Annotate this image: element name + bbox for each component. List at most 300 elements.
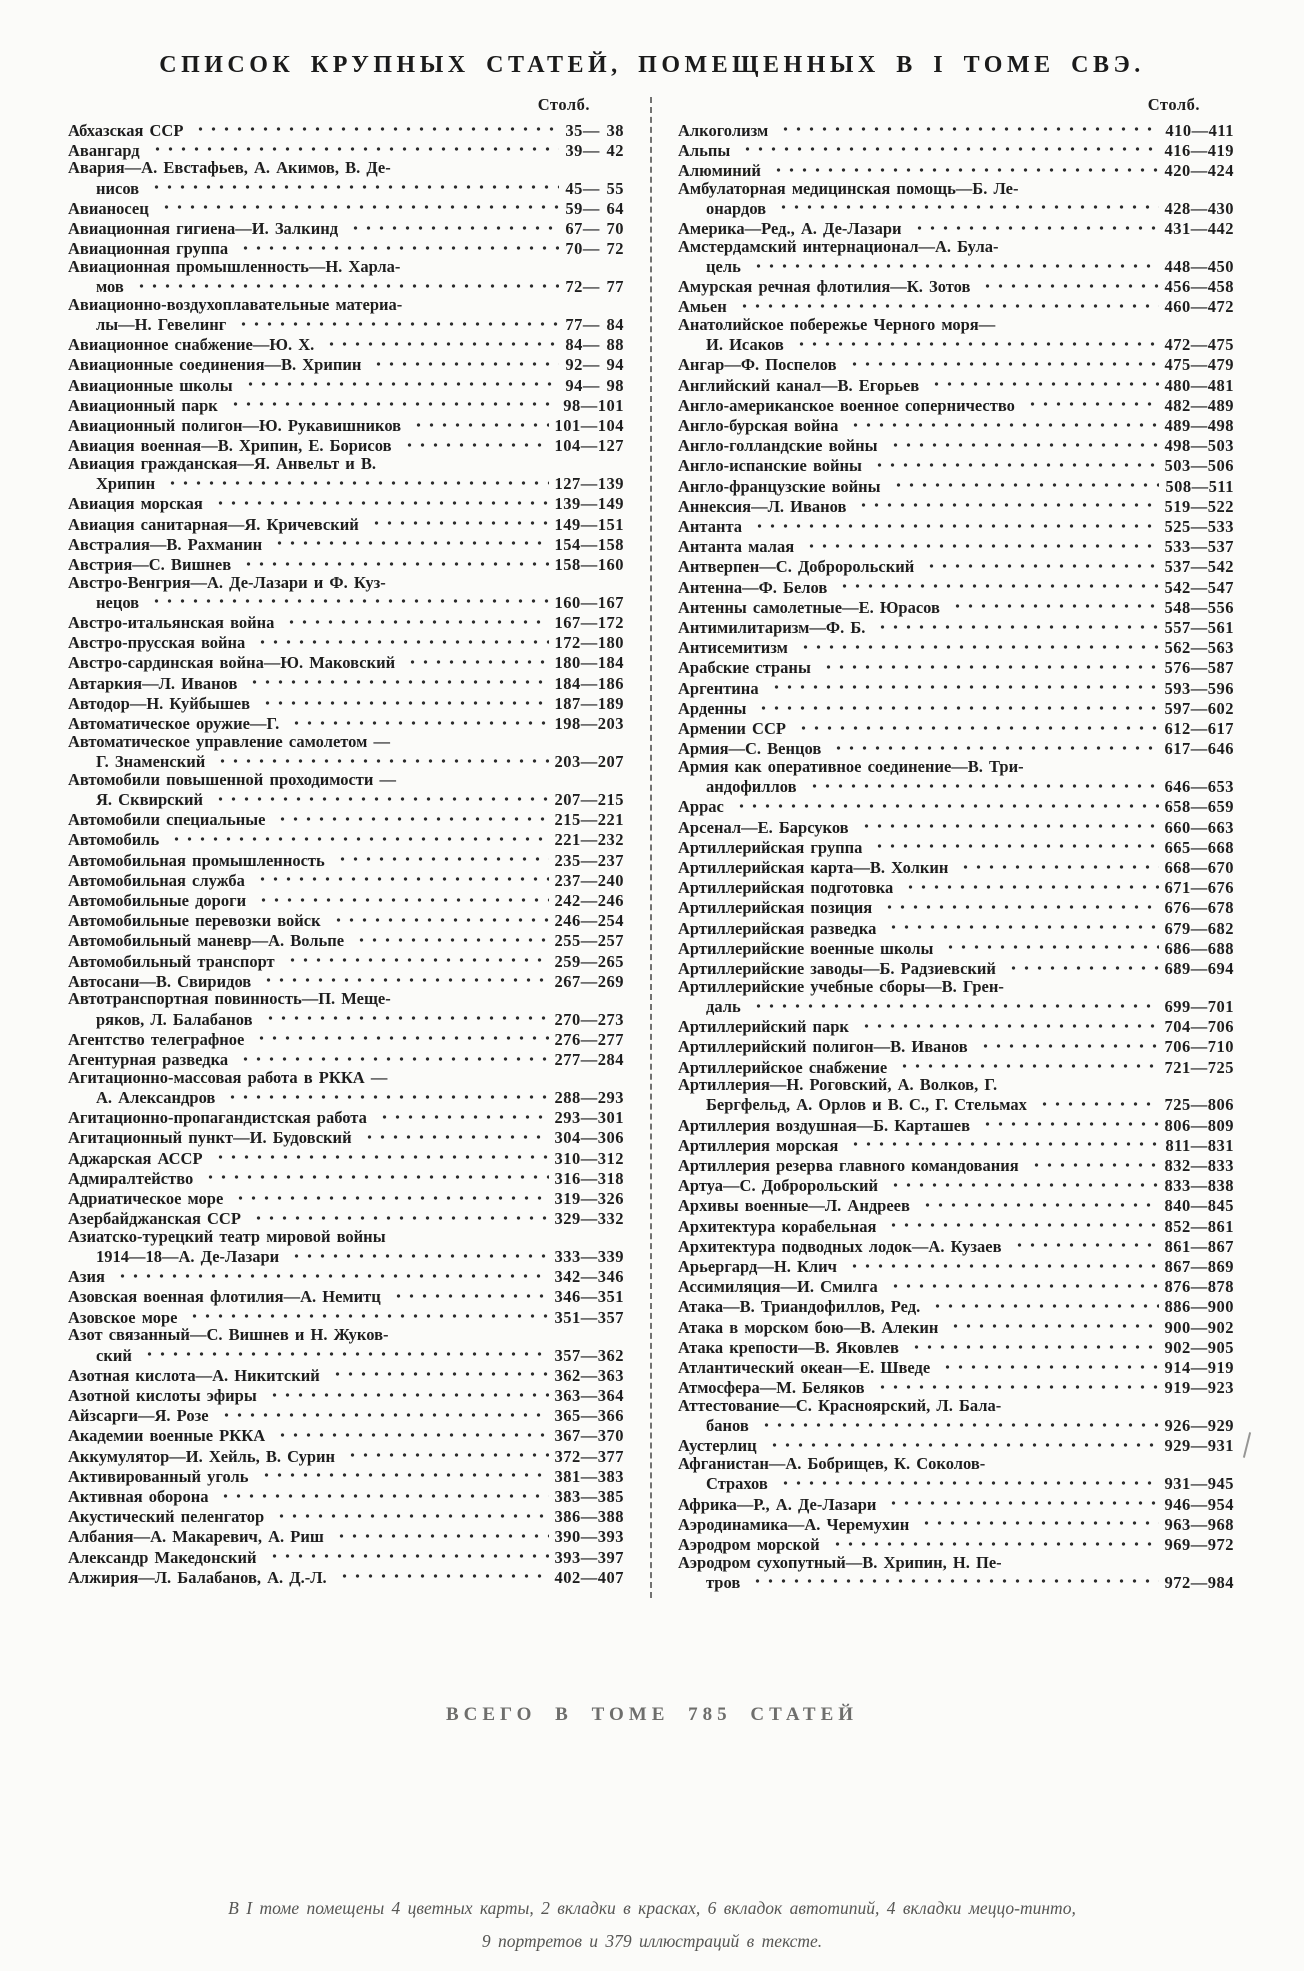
entry-columns: 612—617 [1164,719,1234,739]
entry-title: Атмосфера—М. Беляков [678,1378,865,1398]
dot-leader [246,672,548,689]
entry-columns: 475—479 [1164,355,1234,375]
index-entry-line [678,1296,1234,1316]
index-entry-line [68,394,624,414]
entry-title: Аджарская АССР [68,1148,203,1168]
entry-title: Азотной кислоты эфиры [68,1386,257,1405]
entry-columns: 94— 98 [565,375,624,395]
entry-title: Атака в морском бою—В. Алекин [678,1317,939,1337]
entry-columns: 498—503 [1164,436,1234,456]
entry-title: Артиллерийские заводы—Б. Радзиевский [678,959,996,979]
entry-columns: 98—101 [563,395,624,415]
index-column-right [678,95,1234,1592]
entry-title: Альпы [678,140,731,160]
dot-leader [237,238,559,255]
index-entry-line [678,677,1234,697]
entry-title: Авиация гражданская—Я. Анвельт и В. [68,453,377,473]
dot-leader [273,1506,548,1523]
dot-leader [979,1114,1159,1131]
entry-columns: 460—472 [1164,297,1234,317]
entry-title: Агентурная разведка [68,1050,229,1070]
entry-columns: 597—602 [1164,698,1234,718]
index-entry-line [68,1028,624,1048]
entry-title: Автомобиль [68,830,160,850]
index-entry-line [678,1195,1234,1215]
entry-columns: 381—383 [554,1466,624,1486]
dot-leader [977,1036,1159,1053]
dot-leader [284,950,549,967]
dot-leader [847,415,1158,432]
entry-columns: 617—646 [1164,739,1234,759]
index-entry-line [68,334,624,354]
index-entries-left [68,119,624,1587]
entry-title: ряков, Л. Балабанов [96,1009,253,1029]
index-entry-line [678,1513,1234,1533]
index-entry-line [68,533,624,553]
entry-title: Автомобили специальные [68,810,266,830]
column-header-right: Столб. [1147,95,1200,114]
index-entry-line [678,119,1234,139]
dot-leader [939,1357,1158,1374]
index-entry-line [678,1215,1234,1235]
entry-columns: 316—318 [554,1168,624,1188]
index-entry-line [678,617,1234,637]
entry-columns: 84— 88 [565,335,624,355]
index-entry-line [678,1036,1234,1056]
dot-leader [353,930,548,947]
entry-columns: 35— 38 [565,120,624,140]
entry-title: Артиллерийская разведка [678,918,877,938]
entry-title: Африка—Р., А. Де-Лазари [678,1494,877,1514]
dot-leader [777,119,1159,136]
index-entry-line [68,1326,624,1344]
dot-leader [259,692,548,709]
index-entry-line [678,836,1234,856]
index-entry-line [678,159,1234,179]
entry-columns: 187—189 [554,693,624,713]
entry-title: мов [96,277,124,297]
entry-columns: 946—954 [1164,1494,1234,1514]
dot-leader [253,1028,548,1045]
entry-title: Автомобильные дороги [68,890,247,910]
entry-title: Автодор—Н. Куйбышев [68,693,251,713]
dot-leader [288,713,548,730]
index-entry-line [68,652,624,672]
entry-title: Ангар—Ф. Поспелов [678,355,837,375]
index-entry-line [678,139,1234,159]
entry-title: Азиатско-турецкий театр мировой войны [68,1226,386,1246]
entry-columns: 180—184 [554,653,624,673]
dot-leader [212,1147,549,1164]
index-entry-line [678,218,1234,238]
entry-title: 1914—18—А. Де-Лазари [96,1247,280,1267]
entry-columns: 914—919 [1164,1358,1234,1378]
entry-title: Авиационная промышленность—Н. Харла- [68,256,401,276]
dot-leader [947,1316,1158,1333]
dot-leader [168,829,548,846]
index-entry-line [68,354,624,374]
dot-leader [858,816,1159,833]
dot-leader [254,632,548,649]
entry-columns: 548—556 [1164,597,1234,617]
index-entry-line [68,159,624,177]
dot-leader [887,1276,1159,1293]
index-entry-line [678,1336,1234,1356]
entry-columns: 45— 55 [565,178,624,198]
dot-leader [797,637,1159,654]
scan-artifact-mark [1243,1432,1251,1458]
entry-columns: 902—905 [1164,1337,1234,1357]
entry-title: Англо-испанские войны [678,456,862,476]
entry-title: Авиация морская [68,494,203,514]
entry-title: Авиационная группа [68,239,229,259]
entry-title: Амбулаторная медицинская помощь—Б. Ле- [678,178,1019,198]
dot-leader [255,889,548,906]
entry-title: Архитектура корабельная [678,1216,877,1236]
entry-columns: 660—663 [1164,817,1234,837]
entry-title: Артиллерийский полигон—В. Иванов [678,1037,968,1057]
entry-title: Алюминий [678,160,761,180]
dot-leader [149,139,560,156]
entry-title: Бергфельд, А. Орлов и В. С., Г. Стельмах [706,1095,1027,1115]
entry-columns: 362—363 [554,1365,624,1385]
dot-leader [871,455,1159,472]
dot-leader [803,536,1158,553]
index-entry-line [68,632,624,652]
index-entry-line [678,718,1234,738]
index-entry-line [678,394,1234,414]
entry-title: Ассимиляция—И. Смилга [678,1277,878,1297]
index-entry-line [68,1364,624,1384]
entry-title: Английский канал—В. Егорьев [678,375,920,395]
entry-columns: 310—312 [554,1148,624,1168]
entry-columns: 706—710 [1164,1037,1234,1057]
entry-title: Аэродром сухопутный—В. Хрипин, Н. Пе- [678,1552,1002,1572]
entry-columns: 346—351 [554,1287,624,1307]
index-entry-line [678,1435,1234,1455]
dot-leader [158,197,560,214]
entry-title: Азербайджанская ССР [68,1209,241,1229]
entry-columns: 721—725 [1164,1057,1234,1077]
dot-leader [957,857,1158,874]
index-entry-line [68,435,624,455]
dot-leader [242,374,560,391]
index-entry-line [678,455,1234,475]
entry-columns: 259—265 [554,951,624,971]
entry-title: Австро-Венгрия—А. Де-Лазари и Ф. Куз- [68,572,386,592]
entry-columns: 852—861 [1164,1216,1234,1236]
index-entry-line [678,637,1234,657]
dot-leader [949,596,1159,613]
index-column-left [68,95,624,1592]
dot-leader [1036,1094,1159,1111]
dot-leader [266,1385,549,1402]
entry-columns: 867—869 [1164,1257,1234,1277]
index-entry-line [68,553,624,573]
entry-title: Автомобильный транспорт [68,951,275,971]
index-entry-line [68,1049,624,1069]
entry-columns: 806—809 [1164,1115,1234,1135]
index-entry-line [68,829,624,849]
dot-leader [775,197,1158,214]
entry-title: Я. Сквирский [96,789,204,809]
index-entry-line [68,1246,624,1266]
index-entry-line [68,1385,624,1405]
entry-title: Активная оборона [68,1487,209,1507]
entry-columns: 963—968 [1164,1514,1234,1534]
entry-title: Англо-бурская война [678,416,839,436]
entry-title: Академии военные РККА [68,1426,266,1446]
dot-leader [928,374,1158,391]
entry-columns: 811—831 [1165,1135,1234,1155]
entry-title: Авиационное снабжение—Ю. Х. [68,335,315,355]
entry-columns: 255—257 [554,931,624,951]
entry-title: Аккумулятор—И. Хейль, В. Сурин [68,1446,336,1466]
dot-leader [1005,958,1159,975]
entry-title: Азот связанный—С. Вишнев и Н. Жуков- [68,1325,389,1345]
entry-columns: 242—246 [554,890,624,910]
entry-title: Артиллерийское снабжение [678,1057,888,1077]
index-entry-line [68,1486,624,1506]
column-header-left: Столб. [537,95,590,114]
entry-columns: 198—203 [554,714,624,734]
entry-title: Австралия—В. Рахманин [68,534,263,554]
index-entry-line [678,334,1234,354]
entry-columns: 104—127 [554,436,624,456]
dot-leader [1024,394,1159,411]
dot-leader [240,553,548,570]
dot-leader [874,617,1158,634]
entry-title: Аэродинамика—А. Черемухин [678,1514,910,1534]
index-entry-line [68,374,624,394]
index-entry-line [678,556,1234,576]
entry-title: Автосани—В. Свиридов [68,971,252,991]
entry-title: Архитектура подводных лодок—А. Кузаев [678,1236,1002,1256]
entry-title: Артиллерийский парк [678,1017,849,1037]
entry-columns: 489—498 [1164,416,1234,436]
index-entry-line [678,374,1234,394]
index-entry-line [678,897,1234,917]
entry-columns: 576—587 [1164,658,1234,678]
entry-columns: 725—806 [1164,1095,1234,1115]
index-entry-line [678,1256,1234,1276]
entry-title: Активированный уголь [68,1466,249,1486]
entry-title: Авиационные соединения—В. Хрипин [68,355,362,375]
entry-columns: 861—867 [1164,1236,1234,1256]
entry-columns: 480—481 [1164,375,1234,395]
dot-leader [323,334,559,351]
entry-title: Архивы военные—Л. Андреев [678,1196,910,1216]
index-entry-line [678,1094,1234,1114]
entry-title: Австро-итальянская война [68,613,275,633]
index-entry-line [678,1016,1234,1036]
entry-title: Арьергард—Н. Клич [678,1257,837,1277]
entry-title: Артиллерийская позиция [678,898,873,918]
entry-columns: 77— 84 [565,315,624,335]
index-entry-line [678,536,1234,556]
entry-columns: 67— 70 [565,219,624,239]
entry-title: Адриатическое море [68,1188,224,1208]
entry-title: Страхов [706,1474,768,1494]
entry-columns: 390—393 [554,1527,624,1547]
dot-leader [795,718,1159,735]
entry-title: Авиационный парк [68,395,218,415]
entry-columns: 840—845 [1164,1196,1234,1216]
dot-leader [376,1107,549,1124]
index-entry-line [678,1235,1234,1255]
index-entry-line [68,692,624,712]
index-entry-line [678,495,1234,515]
dot-leader [148,591,548,608]
entry-columns: 593—596 [1164,678,1234,698]
dot-leader [227,394,557,411]
dot-leader [192,119,559,136]
entry-title: Арабские страны [678,658,811,678]
dot-leader [202,1167,548,1184]
index-entry-line [68,1405,624,1425]
entry-title: лы—Н. Гевелинг [96,315,227,335]
index-entry-line [68,1208,624,1228]
index-entry-line [68,276,624,296]
dot-leader [288,1246,548,1263]
entry-columns: 363—364 [554,1386,624,1405]
entry-columns: 288—293 [554,1087,624,1107]
entry-title: Артиллерия—Н. Роговский, А. Волков, Г. [678,1075,998,1095]
entry-title: Амстердамский интернационал—А. Була- [678,236,999,256]
entry-columns: 537—542 [1164,557,1234,577]
entry-columns: 402—407 [554,1567,624,1587]
entry-columns: 428—430 [1164,198,1234,218]
entry-columns: 482—489 [1164,395,1234,415]
entry-columns: 276—277 [554,1029,624,1049]
index-entry-line [68,1086,624,1106]
entry-columns: 221—232 [554,830,624,850]
dot-leader [874,1377,1159,1394]
entry-columns: 676—678 [1164,898,1234,918]
entry-columns: 410—411 [1165,120,1234,140]
entry-title: Хрипин [96,474,156,494]
entry-title: ский [96,1345,132,1365]
entry-title: Айзсарги—Я. Розе [68,1406,209,1426]
entry-title: Австро-прусская война [68,633,246,653]
index-entry-line [678,1493,1234,1513]
entry-columns: 342—346 [554,1267,624,1287]
entry-columns: 203—207 [554,752,624,771]
entry-title: Атака—В. Триандофиллов, Ред. [678,1297,921,1317]
dot-leader [344,1445,548,1462]
dot-leader [919,1195,1159,1212]
entry-title: Автомобильная промышленность [68,850,325,870]
entry-columns: 365—366 [554,1406,624,1426]
index-entry-line [678,1056,1234,1076]
entry-title: Азия [68,1267,105,1287]
index-entry-line [68,415,624,435]
index-entry-line [68,733,624,751]
entry-title: Антверпен—С. Добророльский [678,557,915,577]
entry-columns: 420—424 [1164,160,1234,180]
entry-columns: 557—561 [1164,618,1234,638]
entry-title: даль [706,996,741,1016]
dot-leader [410,415,548,432]
entry-columns: 184—186 [554,673,624,693]
index-entry-line [678,596,1234,616]
index-entry-line [678,1554,1234,1572]
entry-title: Г. Знаменский [96,752,206,771]
entry-title: Аэродром морской [678,1534,820,1554]
entry-columns: 886—900 [1164,1297,1234,1317]
dot-leader [214,751,548,768]
entry-columns: 900—902 [1164,1317,1234,1337]
entry-columns: 149—151 [554,514,624,534]
entry-title: Амурская речная флотилия—К. Зотов [678,277,971,297]
dot-leader [333,1526,549,1543]
footnote-line-2: 9 портретов и 379 иллюстраций в тексте. [481,1930,823,1951]
entry-columns: 646—653 [1164,777,1234,797]
index-entry-line [678,1397,1234,1415]
index-entry-line [68,788,624,808]
index-entry-line [678,415,1234,435]
entry-title: банов [706,1416,749,1436]
entry-columns: 969—972 [1164,1534,1234,1554]
entry-columns: 525—533 [1164,517,1234,537]
entry-title: Артиллерийская группа [678,837,863,857]
entry-columns: 293—301 [554,1108,624,1128]
entry-title: андофиллов [706,777,797,797]
index-entry-line [678,255,1234,275]
entry-columns: 833—838 [1164,1176,1234,1196]
entry-columns: 386—388 [554,1507,624,1527]
dot-leader [758,1415,1159,1432]
dot-leader [902,877,1158,894]
dot-leader [232,1187,548,1204]
entry-title: Армия как оперативное соединение—В. Три- [678,757,1024,776]
index-entry-line [68,218,624,238]
entry-columns: 448—450 [1164,256,1234,276]
index-entry-line [68,1546,624,1566]
index-entry-line [68,1306,624,1326]
entry-title: цель [706,256,741,276]
index-entry-line [678,857,1234,877]
index-entry-line [678,738,1234,758]
entry-title: Александр Македонский [68,1547,257,1567]
index-entry-line [678,435,1234,455]
dot-leader [777,1473,1159,1490]
entry-title: Аргентина [678,678,759,698]
index-entry-line [68,930,624,950]
entry-title: Авиация санитарная—Я. Кричевский [68,514,359,534]
index-entry-line [678,354,1234,374]
index-entry-line [68,672,624,692]
index-entry-line [68,1344,624,1364]
entry-columns: 931—945 [1164,1474,1234,1494]
entry-title: Артиллерийские военные школы [678,938,934,958]
dot-leader [254,869,549,886]
entry-columns: 154—158 [554,534,624,554]
index-entry-line [68,1008,624,1028]
index-entry-line [678,796,1234,816]
dot-leader [266,1546,549,1563]
index-entry-line [68,493,624,513]
index-entry-line [678,296,1234,316]
entry-title: Абхазская ССР [68,120,184,140]
index-entry-line [68,849,624,869]
dot-leader [830,738,1158,755]
index-entry-line [68,238,624,258]
entry-columns: 215—221 [554,810,624,830]
entry-title: Агентство телеграфное [68,1029,245,1049]
entry-columns: 665—668 [1164,837,1234,857]
entry-title: Автомобили повышенной проходимости — [68,769,397,789]
